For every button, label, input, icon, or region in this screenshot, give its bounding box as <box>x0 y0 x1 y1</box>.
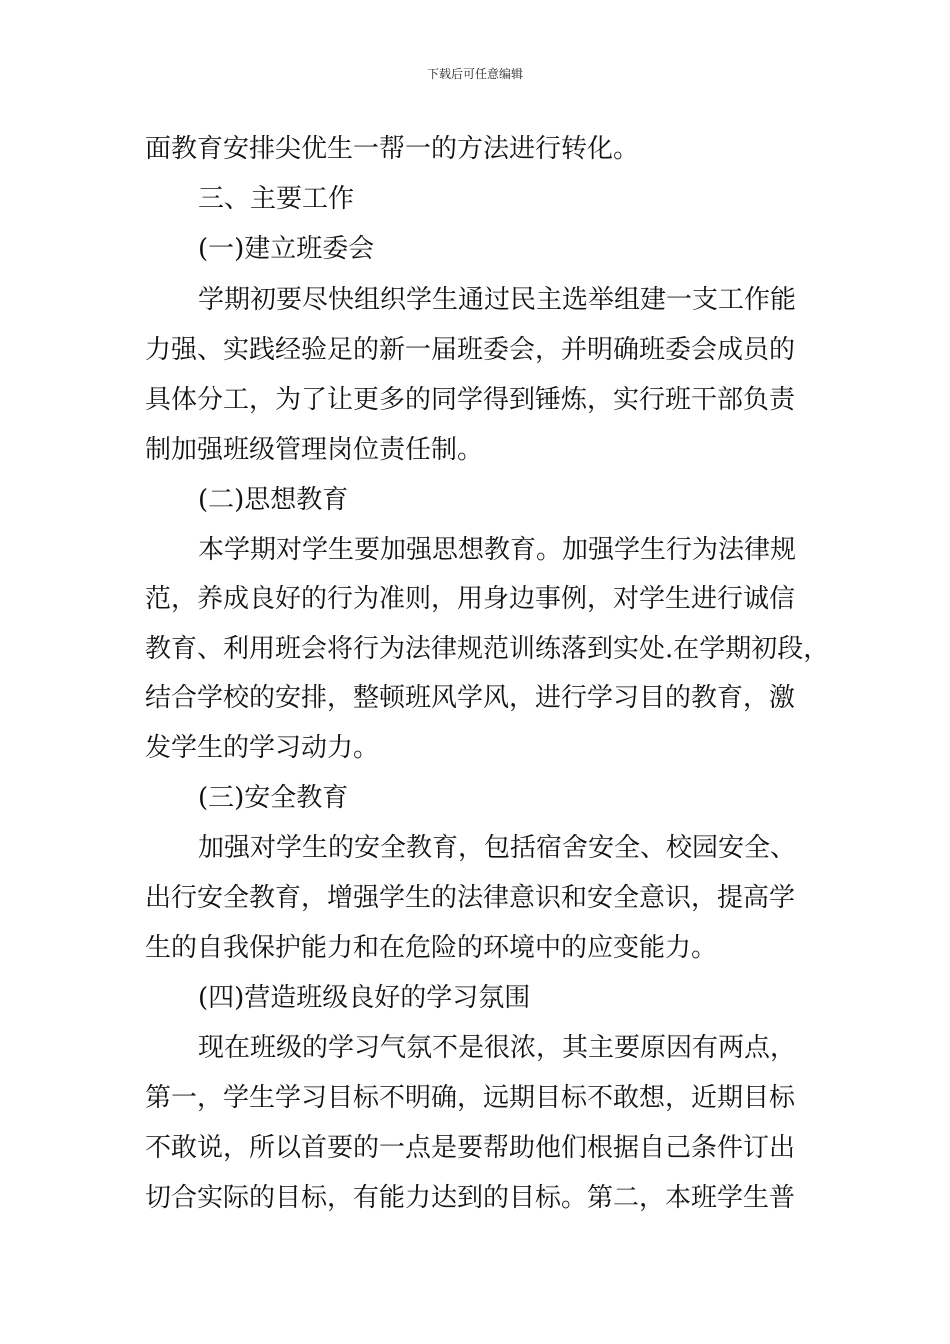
paragraph-line: 第一，学生学习目标不明确，远期目标不敢想，近期目标 <box>145 1083 796 1113</box>
subsection-heading: (二)思想教育 <box>198 485 349 515</box>
subsection-heading: (一)建立班委会 <box>198 234 375 264</box>
paragraph-line: 制加强班级管理岗位责任制。 <box>145 435 484 465</box>
page-header: 下载后可任意编辑 <box>426 67 523 81</box>
paragraph-line: 范，养成良好的行为准则，用身边事例，对学生进行诚信 <box>145 584 796 614</box>
paragraph-line: 加强对学生的安全教育，包括宿舍安全、校园安全、 <box>198 833 797 863</box>
paragraph-line: 具体分工，为了让更多的同学得到锤炼，实行班干部负责 <box>145 385 796 415</box>
paragraph-line: 力强、实践经验足的新一届班委会，并明确班委会成员的 <box>145 335 796 365</box>
paragraph-line: 教育、利用班会将行为法律规范训练落到实处.在学期初段， <box>145 634 830 664</box>
subsection-heading: (四)营造班级良好的学习氛围 <box>198 983 531 1013</box>
paragraph-line: 出行安全教育，增强学生的法律意识和安全意识，提高学 <box>145 883 796 913</box>
paragraph-line: 不敢说，所以首要的一点是要帮助他们根据自己条件订出 <box>145 1133 796 1163</box>
paragraph-line: 结合学校的安排，整顿班风学风，进行学习目的教育，激 <box>145 683 796 713</box>
paragraph-line: 现在班级的学习气氛不是很浓，其主要原因有两点， <box>198 1033 797 1063</box>
paragraph-line: 学期初要尽快组织学生通过民主选举组建一支工作能 <box>198 285 797 315</box>
subsection-heading: (三)安全教育 <box>198 783 349 813</box>
paragraph-line: 生的自我保护能力和在危险的环境中的应变能力。 <box>145 933 718 963</box>
paragraph-line: 本学期对学生要加强思想教育。加强学生行为法律规 <box>198 535 797 565</box>
paragraph-line: 切合实际的目标，有能力达到的目标。第二，本班学生普 <box>145 1183 796 1213</box>
paragraph-line: 面教育安排尖优生一帮一的方法进行转化。 <box>145 134 640 164</box>
section-heading: 三、主要工作 <box>198 184 355 214</box>
paragraph-line: 发学生的学习动力。 <box>145 733 380 763</box>
